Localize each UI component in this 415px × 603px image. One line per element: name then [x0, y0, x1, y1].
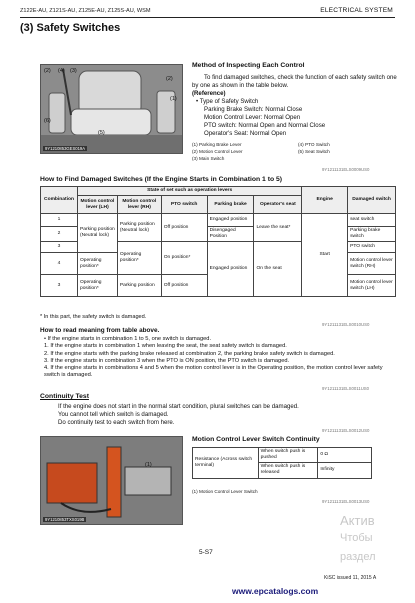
site-link[interactable]: www.epcatalogs.com: [232, 586, 319, 596]
method-heading: Method of Inspecting Each Control: [192, 62, 305, 69]
continuity-text: [58, 403, 396, 427]
callout-1: (1): [170, 96, 177, 102]
switch-type-3: PTO switch: Normal Open and Normal Close: [204, 122, 326, 129]
table-cell: On position*: [161, 242, 207, 275]
table-cell: 1: [41, 214, 78, 227]
legend-5: (5) Seat Switch: [298, 149, 330, 154]
how-to-read-heading: How to read meaning from table above.: [40, 327, 160, 334]
table-cell: 4: [41, 253, 78, 275]
reference-bullet-text: Type of Safety Switch: [199, 98, 259, 105]
mcl-caption: (1) Motion Control Lever Switch: [192, 489, 258, 494]
ref-code-4: 9Y1211131ELS0012US0: [322, 428, 370, 433]
ref-code-2: 9Y1211131ELS0010US0: [322, 322, 370, 327]
issue-date: KiSC issued 11, 2015 A: [324, 575, 377, 581]
watermark-line: раздел: [340, 551, 376, 563]
continuity-line: You cannot tell which switch is damaged.: [58, 411, 169, 419]
table-cell: Parking position: [117, 275, 161, 297]
row2-condition: When switch push is released: [258, 463, 318, 478]
callout-2b: (2): [166, 76, 173, 82]
damaged-switch-table: [40, 186, 396, 297]
table-cell: Parking position (Neutral lock): [77, 214, 117, 253]
lever-switch-illustration: [41, 437, 183, 525]
callout-4: (4): [58, 68, 65, 74]
table-cell: Motion control lever switch (RH): [348, 253, 396, 275]
table-cell: Disengaged Position: [207, 227, 254, 242]
ref-code-5: 9Y1211131ELS0013US0: [322, 499, 370, 504]
table-cell: Parking brake switch: [348, 227, 396, 242]
mower-seat-photo: [40, 64, 183, 154]
table-cell: On the seat: [254, 242, 302, 297]
table-cell: Engaged position: [207, 242, 254, 297]
mower-seat-illustration: [41, 65, 183, 154]
th-pto: PTO switch: [161, 196, 207, 214]
table-cell: 2: [41, 227, 78, 242]
how-to-read-item: • If the engine starts in combination 1 to 5, one switch is damaged.: [44, 336, 212, 342]
page-number: 5-S7: [199, 549, 213, 556]
legend-3: (3) Main Switch: [192, 156, 225, 161]
method-intro: To find damaged switches, check the function of each safety switch one by one as shown in the table below.: [192, 74, 397, 90]
resistance-label: Resistance (Across switch terminal): [193, 448, 259, 479]
table-cell: PTO switch: [348, 242, 396, 253]
callout-switch: (1): [145, 462, 152, 468]
mcl-resistance-table: [192, 447, 372, 479]
how-to-read-item: 2. If the engine starts with the parking brake released at combination 2, the parking brake safety switch is damaged.: [44, 350, 335, 357]
switch-type-1: Parking Brake Switch: Normal Close: [204, 106, 303, 113]
reference-label: (Reference): [192, 90, 226, 97]
table-cell: Off position: [161, 214, 207, 242]
photo-code: 9Y1210853GES019A: [45, 146, 86, 151]
row1-condition: When switch push is pushed: [258, 448, 318, 463]
watermark-line: Актив: [340, 513, 375, 528]
callout-2a: (2): [44, 68, 51, 74]
table-cell: Operating position*: [77, 275, 117, 297]
th-combination: Combination: [41, 187, 78, 214]
table-cell: Motion control lever switch (LH): [348, 275, 396, 297]
th-mcl-lh: Motion control lever (LH): [77, 196, 117, 214]
how-to-read-list: [44, 336, 398, 380]
lever-switch-photo: [40, 436, 183, 525]
table-cell: Operating position*: [77, 253, 117, 275]
ref-code-3: 9Y1211131ELS0011US0: [322, 386, 370, 391]
header-divider: [20, 17, 395, 18]
legend-1: (1) Parking Brake Lever: [192, 142, 242, 147]
th-brake: Parking brake: [207, 196, 254, 214]
table-cell: 3: [41, 275, 78, 297]
how-to-read-item: 3. If the engine starts in combination 3 when the PTO is ON position, the PTO switch is damaged.: [44, 357, 290, 364]
table-cell: Start: [302, 214, 348, 297]
watermark-line: Чтобы: [340, 532, 373, 544]
row1-value: 0 Ω: [318, 448, 372, 463]
th-damaged: Damaged switch: [348, 187, 396, 214]
continuity-heading: Continuity Test: [40, 393, 89, 400]
section-title: (3) Safety Switches: [20, 22, 121, 34]
ref-code-1: 9Y1211131ELS0009US0: [322, 167, 370, 172]
mcl-test-heading: Motion Control Lever Switch Continuity: [192, 436, 320, 443]
row2-value: Infinity: [318, 463, 372, 478]
continuity-line: If the engine does not start in the normal start condition, plural switches can be damaged.: [58, 403, 299, 410]
callout-5: (5): [98, 130, 105, 136]
table-heading: How to Find Damaged Switches (If the Engine Starts in Combination 1 to 5): [40, 176, 283, 183]
switch-type-4: Operator's Seat: Normal Open: [204, 130, 287, 137]
th-group: State of set such as operation levers: [77, 187, 301, 196]
legend-2: (2) Motion Control Lever: [192, 149, 243, 154]
switch-type-2: Motion Control Lever: Normal Open: [204, 114, 301, 121]
table-cell: Parking position (Neutral lock): [117, 214, 161, 242]
table-cell: seat switch: [348, 214, 396, 227]
header-section: ELECTRICAL SYSTEM: [320, 7, 393, 14]
legend-4: (4) PTO Switch: [298, 142, 330, 147]
table-cell: Operating position*: [117, 242, 161, 275]
th-seat: Operator's seat: [254, 196, 302, 214]
th-engine: Engine: [302, 187, 348, 214]
callout-3: (3): [70, 68, 77, 74]
table-cell: Off position: [161, 275, 207, 297]
callout-6: (6): [44, 118, 51, 124]
table-cell: Engaged position: [207, 214, 254, 227]
table-cell: 3: [41, 242, 78, 253]
reference-bullet: • Type of Safety Switch: [196, 98, 259, 105]
photo2-code: 9Y1210853TXS019B: [45, 517, 85, 522]
continuity-line: Do continuity test to each switch from here.: [58, 419, 175, 427]
header-models: Z122E-AU, Z121S-AU, Z125E-AU, Z125S-AU, WSM: [20, 8, 151, 14]
table-note: * In this part, the safety switch is damaged.: [40, 314, 147, 320]
how-to-read-item: 4. If the engine starts in combinations 4 and 5 when the motion control lever is in the Operating position, the motion control lever safety switch is damaged.: [44, 365, 383, 379]
how-to-read-item: 1. If the engine starts in combination 1 when leaving the seat, the seat safety switch is damaged.: [44, 343, 287, 350]
th-mcl-rh: Motion control lever (RH): [117, 196, 161, 214]
table-cell: Leave the seat*: [254, 214, 302, 242]
